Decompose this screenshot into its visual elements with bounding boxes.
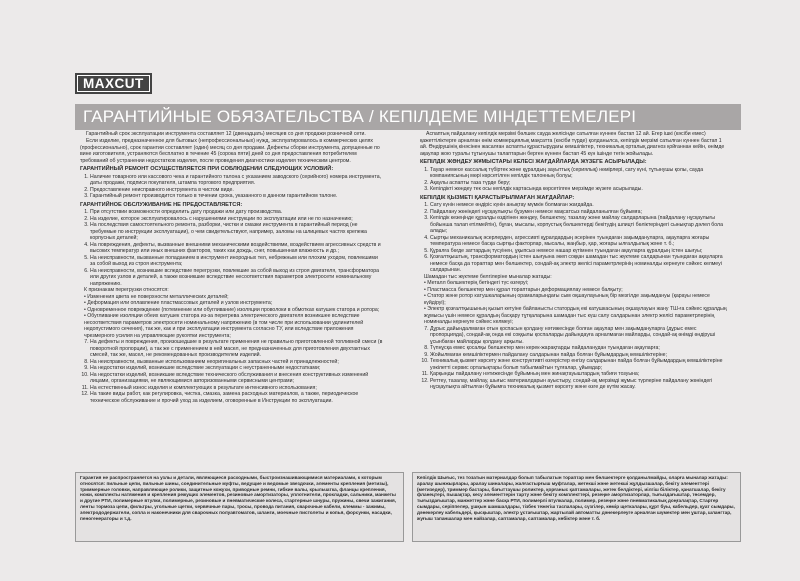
list-item: 1. Наличие товарного или кассового чека и гарантийного талона с указанием заводского (серийного) номера инструмента, даты продажи, подписи покупателя, штампа торгового предприятия. [90,174,384,187]
overload-item: • Деформация или оплавление пластмассовых деталей и узлов инструмента; [84,300,273,306]
list-item: 9. На недостатки изделий, возникшие вследствие эксплуатации с неустраненными недостатками; [90,365,384,372]
overload-item: • Изменения цвета не поверхности металлических деталей; [84,293,229,300]
kazakh-column [420,131,730,391]
list-item: 7. Дұрыс дайындалмаған отын қоспасын қолдану нәтижесінде болған ақаулар мен зақымдануларға (дұрыс емес пропорцияда), сондай-ақ онда екі соққылы қоспаларды дайындауға арналмаған майларды, сондай-ақ өнімді өндіруші ұсынбаған майларды қолдану арқылы. [430,326,730,346]
list-item: 2. Ақаулы аспапты таза түрде беру; [430,180,730,187]
list-item: 1. При отсутствии возможности определить дату продажи или дату производства. [90,209,384,216]
list-item: 12. На такие виды работ, как регулировка, чистка, смазка, замена расходных материалов, а также, периодическое техническое обслуживание и прочий уход за изделием, оговоренные в Инструкции по эксплуатации. [90,391,384,404]
russian-column [80,131,384,404]
list-item: 3. Кепілдік кезеңінде құралды өздігінен жөндеу, бөлшектеу, тазалау және майлау салдарларына (пайдалану нұсқаулығы бойынша талап етілмейтін), бұған, мысалы, корпустық бөлшектерді бекітудің шлицті бөліктеріндегі сынықтар дәлел бола алады; [430,215,730,235]
list-item: 6. На неисправности, возникшие вследствие перегрузки, повлекшие за собой выход из строя двигателя, трансформатора или других узлов и деталей, а также возникшие вследствие несоответствия параметров электросети номинальному напряжению. [90,268,384,288]
list-item: 10. Техникалық қызмет көрсету және конструктивті өзгерістер енгізу салдарынан пайда болған бұйымдардың кемшіліктеріне уәкілетті сервис орталықтары болып табылмайтын тұлғалар, ұйымдар; [430,358,730,371]
list-item: 6. Қозғалтқыштың, трансформатордың істен шығуына әкеп соққан шамадан тыс жүктеме салдарынан туындаған ақауларға немесе басқа да тораптар мен бөлшектер, сондай-ақ электр желісі параметрлерінің номиналды кернеуге сәйкес келмеуі салдарынан. [430,254,730,274]
section-heading: КЕПІЛДІК ЖӨНДЕУ ЖҰМЫСТАРЫ КЕЛЕСІ ЖАҒДАЙЛАРДА ЖҮЗЕГЕ АСЫРЫЛАДЫ: [420,159,647,165]
list-item: 5. Құралға бөгде заттардың түсуінен, ұқыпсыз немесе нашар күтімнен туындаған ақауларға құралдың істен шығуы; [430,248,730,255]
page-title: ГАРАНТИЙНЫЕ ОБЯЗАТЕЛЬСТВА / КЕПІЛДЕМЕ МІНДЕТТЕМЕЛЕРІ [75,104,741,130]
list-item: 5. На неисправности, вызванные попаданием в инструмент инородных тел, небрежным или плохим уходом, повлекшими за собой выход из строя инструмента; [90,255,384,268]
list-item: 1. Тауар немесе кассалық түбіртек және құралдың зауыттық (сериялық) нөмірлері, сату күні, тұтынушы қолы, сауда компаниясының мөрі көрсетілген кепілдік талонның болуы; [430,167,730,180]
overload-item: • Металл бөлшектерің бетіндегі түс өзгеруі; [424,280,529,286]
overload-item: • Статор және ротор катушкаларының орамаларындағы сым оқшаулауының бір мезгілде зақымдануы (қарауы немесе күйдіруі); [424,293,710,306]
overload-intro: К признакам перегрузки относятся: [84,287,169,293]
list-item: 10. На недостатки изделий, возникшие вследствие технического обслуживания и внесения конструктивных изменений лицами, организациями, не являющимися авторизованными сервисными центрами; [90,372,384,385]
overload-item: • Пластмасса бөлшектер мен құрал тораптарын деформациялау немесе балқыту; [424,286,623,293]
list-item: 2. На изделие, которое эксплуатировалось с нарушениями инструкции по эксплуатации или не по назначению; [90,216,384,223]
intro-paragraph: Гарантийный срок эксплуатации инструмента составляет 12 (двенадцать) месяцев со дня продажи розничной сети. [86,131,366,137]
list-item: 3. Гарантийный ремонт производится только в течении срока, указанного в данном гарантийном талоне. [90,193,384,200]
list-item: 11. Қарқынды пайдалану нәтижесінде бұйымның мен жинақтауыштардың табиғи тозуына; [430,371,730,378]
overload-item: • Одновременное повреждение (потемнение или обугливание) изоляции проволоки в обмотках катушек статора и ротора; [84,306,380,313]
overload-item: • Электр қозғалтқышының қызып кетуіне байланысты статордың екі катушкасының оқшаулауын жану ТШ-ға сәйкес құралдың жұмысы үшін немесе құралдың басқару тұтқаларына шамадан тыс күш салу салдарынан электр желісі параметрлерінің номиналды кернеуге сәйкес келмеуі; [424,306,727,325]
footnote-kz: Кепілдік Шығыс, тез тозатын материалдар болып табылатын тораптар мен бөлшектерге қолданылмайды, оларға мыналар жатады: аралау шынжырлары, аралау шиналары, жалғастырғыш муфталар, жетекші және жетекші жұлдызшалар, бекіту элементтері (метизедер), триммер бастары, бағыттаушы роликтер, қорғаныс қаптамалары, жетек белдіктері, иілгіш біліктер, қанатшалар, бекіту фланецтері, пышақтар, кесу элементтерін тарту және бекіту комплекттері, резеңке амортизаторлар, тығыздағыштар, төсемдер, тығыздағыштар, манжеттер және басқа РТИ, полимерлі втулкалар, полимер, резеңке және пневматикалық доңғалақтар, Стартер сымдары, серіппелер, ұшқын шамшалдары, тізбек тежегіш таспалары, сүзгілер, көмір щеткалары, құрт буы, кабельдер, қуат сымдары, дәнекерлеу кабельдері, қысқыштар, электр ұстағыштар, жартылай автоматты дәнекерлеуге арналған шүмектер мен ұштар, шлангтар, жуғыш тапаншалар мен найзалар, саптамалар, саптамалар, көбіктер және т. б. [412,472,741,542]
overload-item: • Обугливание изоляции обеих катушек статора из-за перегрева электрического двигателя возникшее вследствие несоответствия параметров электросети номинальному напряжению (в том числе при использовании удлинителей недопустимого сечения), так же, как и при эксплуатации инструмента согласно ТУ, или вследствие приложения чрезмерного усилия на управляющие рукоятки инструмента; [84,313,364,339]
section-heading: ГАРАНТИЙНЫЙ РЕМОНТ ОСУЩЕСТВЛЯЕТСЯ ПРИ СОБЛЮДЕНИИ СЛЕДУЮЩИХ УСЛОВИЙ: [80,166,334,172]
list-item: 1. Сату күнін немесе өндіріс күнін анықтау мүмкін болмаған жағдайда. [430,202,730,209]
list-item: 7. На дефекты и повреждения, произошедшие в результате применения не правильно приготовленной топливной смеси (в поворотной пропорции), а так же с применением в ней масел, не предназначенных для приготовления двухтактных смесей, так же, масел, не рекомендованных производителем изделий. [90,339,384,359]
list-item: 4. На повреждения, дефекты, вызванные внешними механическими воздействиями, воздействием агрессивных средств и высоких температур или иных внешних факторов, таких как дождь, снег, повышенная влажность и др.; [90,242,384,255]
list-item: 8. На неисправности, вызванные использованием неоригинальных запасных частей и принадлежностей; [90,359,384,366]
list-item: 8. Түпнұсқа емес қосалқы бөлшектер мен керек-жарақтарды пайдаланудан туындаған ақауларға; [430,345,730,352]
list-item: 2. Пайдалану жөніндегі нұсқаулықты бұзумен немесе мақсатсыз пайдаланылған бұйымға; [430,209,730,216]
intro-paragraph: Аспаптың пайдалану кепілдік мерзімі бөлшек сауда желісінде сатылған күннен бастап 12 ай. Егер ішкі (кәсіби емес) қажеттіліктерге арналған өнім коммерциялық мақсатта (кәсіби түрде) қолданылса, кепілдік мерзімі сатылған күннен бастап 1 ай. Өндірушінің кінәсінен жасалған аспапты құрастырудағы кемшіліктер, техникалық орталық диагноз қойғаннан кейін, өнімде ақаулар жою туралы тұтынушы талаптарын берген күннен бастап 45 күн ішінде тегін жойылады. [420,131,725,157]
overload-intro: Шамадан тыс жүктеме белгілеріне мыналар жатады: [424,273,552,280]
section-heading: ГАРАНТИЙНОЕ ОБСЛУЖИВАНИЕ НЕ ПРЕДОСТАВЛЯЕТСЯ: [80,201,243,208]
list-item: 2. Предоставление неисправного инструмента в чистом виде. [90,187,384,194]
list-item: 9. Жойылмаған кемшіліктермен пайдалану салдарынан пайда болған бұйымдардың кемшіліктеріне; [430,352,730,359]
list-item: 4. Сыртқы механикалық әсерлерден, агрессивті құралдардың әсерінен туындаған зақымдануларға, ақауларға жоғары температура немесе басқа сыртқы факторлар, мысалы, жаңбыр, қар, жоғары ылғалдылық және т. б.; [430,235,730,248]
list-item: 3. Кепілдікті жөндеу тек осы кепілдік картасында көрсетілген мерзімде жүзеге асырылады. [430,186,730,193]
brand-logo: MAXCUT [75,73,152,94]
list-item: 11. На естественный износ изделия и комплектующих в результате интенсивного использования; [90,385,384,392]
list-item: 3. На последствия самостоятельного ремонта, разборки, чистки и смазки инструмента в гарантийный период (не требуемые по инструкции эксплуатации), о чем свидетельствуют, например, заломы на шлицевых частях крепежа корпусных деталей; [90,222,384,242]
footnote-boxes [75,472,741,542]
footnote-ru: Гарантия не распространяется на узлы и детали, являющиеся расходными, быстроизнашивающимися материалами, к которым относятся: пильные цепи, пильные шины, соединительные муфты, ведущие и ведомые звездочки, элементы крепления (метизы), триммерные головки, направляющие ролики, защитные кожухи, приводные ремни, гибкие валы, крыльчатка, фланцы крепления, ножи, комплекты натяжения и крепления режущих элементов, резиновые амортизаторы, уплотнители, прокладки, сальники, манжеты и другие РТИ, полимерные втулки, полимерные, резиновые и пневматические колеса, стартерные шнуры, пружины, свечи зажигания, ленты тормоза цепи, фильтры, угольные щетки, червячные пары, тросы, провода питания, сварочные кабели, клеммы - зажимы, электрододержатели, сопла и наконечники для сварочных полуавтоматов, шланги, моечные пистолеты и копья, форсунки, насадки, пеногенераторы и т.д. [75,472,404,542]
list-item: 12. Реттеу, тазалау, майлау, шығыс материалдарын ауыстыру, сондай-ақ мерзімді жұмыс түрлеріне пайдалану жөніндегі нұсқаулықта айтылған бұйымға техникалық қызмет көрсету және өзге де күтім жасау. [430,378,730,391]
section-heading: КЕПІЛДІК ҚЫЗМЕТІ ҚАРАСТЫРЫЛМАҒАН ЖАҒДАЙЛАР: [420,194,575,201]
intro-paragraph: Если изделие, предназначенное для бытовых (непрофессиональных) нужд, эксплуатировалось в коммерческих целях (профессионально), срок гарантии составляет (один) месяц со дня продажи. Дефекты сборки инструмента, допущенные по вине изготовителя, устраняются бесплатно в течение 45 (сорока пяти) дней со дня предоставления потребителем требований об устранении недостатков изделия, после проведения диагностики изделия техническим центром. [80,138,380,164]
